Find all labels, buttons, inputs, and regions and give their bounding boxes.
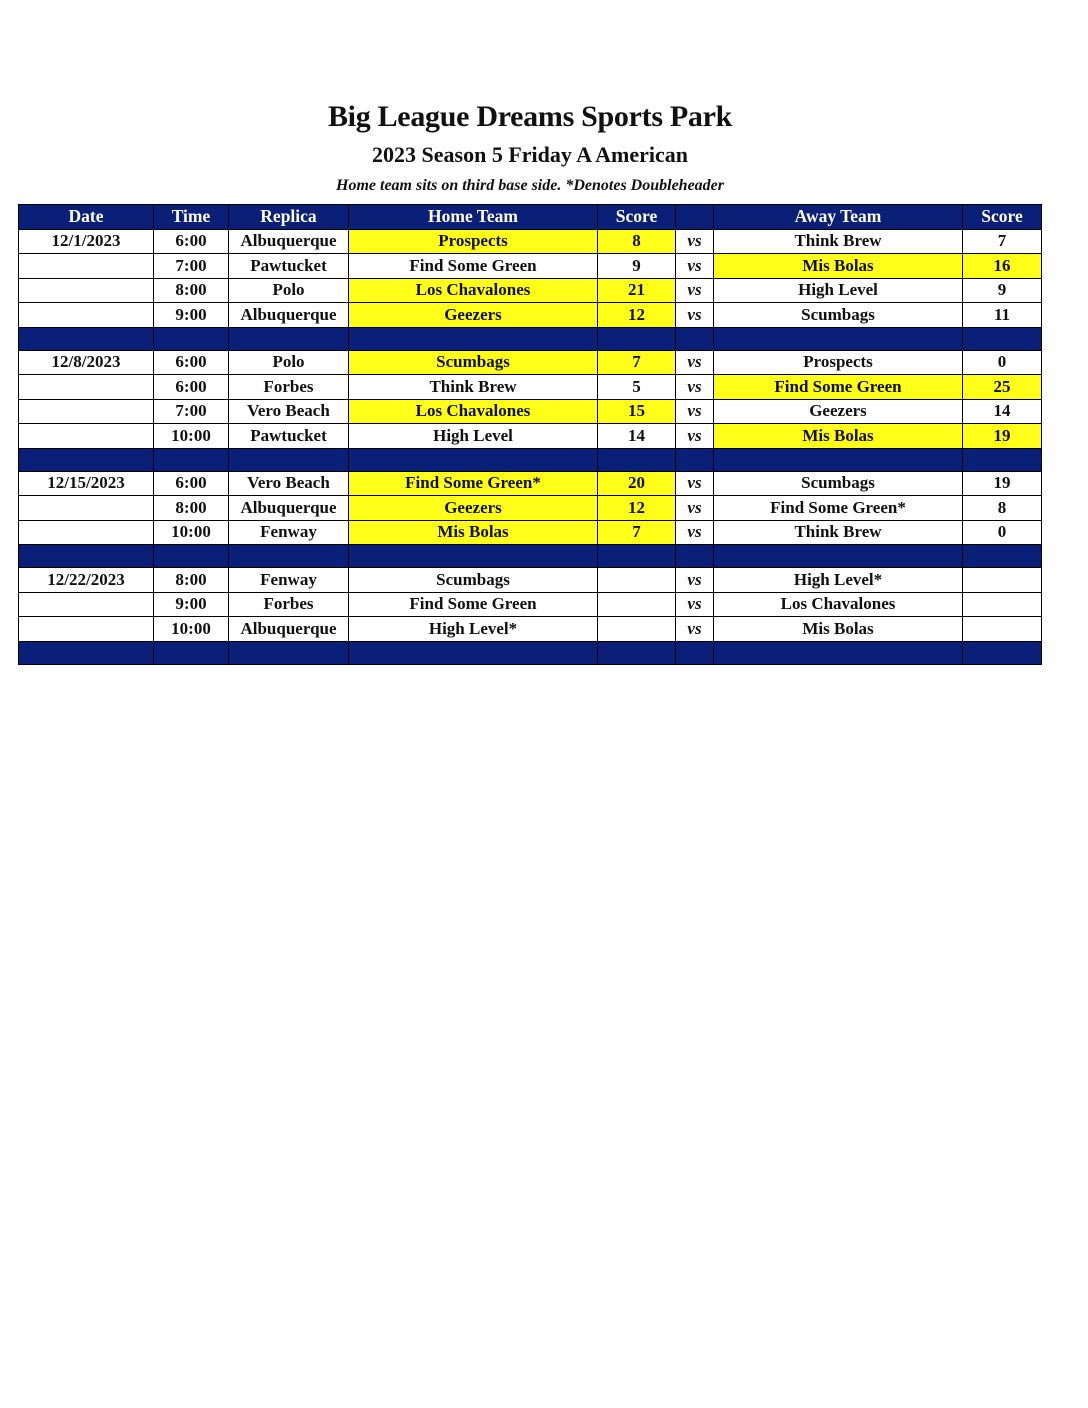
home-team-cell: Scumbags xyxy=(349,350,598,375)
separator-cell xyxy=(349,641,598,664)
home-team-cell: Geezers xyxy=(349,496,598,521)
vs-cell: vs xyxy=(676,617,714,642)
table-row xyxy=(19,424,1042,449)
vs-cell: vs xyxy=(676,278,714,303)
home-team-cell: Find Some Green xyxy=(349,592,598,617)
separator-cell xyxy=(154,641,229,664)
table-row xyxy=(19,229,1042,254)
away-score-cell: 14 xyxy=(963,399,1042,424)
vs-cell: vs xyxy=(676,254,714,279)
date-cell xyxy=(19,303,154,328)
separator-cell xyxy=(714,641,963,664)
date-cell: 12/8/2023 xyxy=(19,350,154,375)
away-score-cell xyxy=(963,568,1042,593)
away-team-cell: Think Brew xyxy=(714,229,963,254)
table-row xyxy=(19,278,1042,303)
date-cell: 12/22/2023 xyxy=(19,568,154,593)
table-row xyxy=(19,617,1042,642)
separator-cell xyxy=(714,327,963,350)
separator-cell xyxy=(598,327,676,350)
week-separator-row xyxy=(19,448,1042,471)
home-team-cell: Geezers xyxy=(349,303,598,328)
home-score-cell: 14 xyxy=(598,424,676,449)
vs-cell: vs xyxy=(676,229,714,254)
separator-cell xyxy=(963,641,1042,664)
separator-cell xyxy=(229,641,349,664)
away-team-cell: Think Brew xyxy=(714,520,963,545)
column-header-home-score: Score xyxy=(598,205,676,230)
date-cell xyxy=(19,496,154,521)
table-row xyxy=(19,350,1042,375)
away-team-cell: High Level xyxy=(714,278,963,303)
vs-cell: vs xyxy=(676,471,714,496)
date-cell xyxy=(19,617,154,642)
separator-cell xyxy=(19,448,154,471)
away-score-cell: 19 xyxy=(963,471,1042,496)
time-cell: 10:00 xyxy=(154,424,229,449)
time-cell: 10:00 xyxy=(154,617,229,642)
date-cell: 12/15/2023 xyxy=(19,471,154,496)
time-cell: 6:00 xyxy=(154,375,229,400)
vs-cell: vs xyxy=(676,375,714,400)
time-cell: 7:00 xyxy=(154,254,229,279)
table-row xyxy=(19,496,1042,521)
separator-cell xyxy=(154,327,229,350)
date-cell xyxy=(19,424,154,449)
date-cell xyxy=(19,254,154,279)
date-cell xyxy=(19,278,154,303)
home-team-cell: Find Some Green* xyxy=(349,471,598,496)
replica-cell: Fenway xyxy=(229,520,349,545)
vs-cell: vs xyxy=(676,520,714,545)
separator-cell xyxy=(154,545,229,568)
away-team-cell: Mis Bolas xyxy=(714,617,963,642)
separator-cell xyxy=(714,448,963,471)
vs-cell: vs xyxy=(676,496,714,521)
replica-cell: Pawtucket xyxy=(229,254,349,279)
home-score-cell xyxy=(598,617,676,642)
separator-cell xyxy=(598,641,676,664)
separator-cell xyxy=(19,641,154,664)
separator-cell xyxy=(714,545,963,568)
replica-cell: Albuquerque xyxy=(229,496,349,521)
separator-cell xyxy=(598,545,676,568)
separator-cell xyxy=(676,545,714,568)
away-team-cell: Mis Bolas xyxy=(714,254,963,279)
home-team-cell: Prospects xyxy=(349,229,598,254)
time-cell: 8:00 xyxy=(154,568,229,593)
away-team-cell: Geezers xyxy=(714,399,963,424)
column-header-date: Date xyxy=(19,205,154,230)
away-score-cell: 8 xyxy=(963,496,1042,521)
column-header-time: Time xyxy=(154,205,229,230)
column-header-away-team: Away Team xyxy=(714,205,963,230)
home-score-cell: 20 xyxy=(598,471,676,496)
time-cell: 8:00 xyxy=(154,496,229,521)
date-cell xyxy=(19,375,154,400)
away-team-cell: Prospects xyxy=(714,350,963,375)
separator-cell xyxy=(676,641,714,664)
home-score-cell xyxy=(598,568,676,593)
away-score-cell: 25 xyxy=(963,375,1042,400)
away-team-cell: Scumbags xyxy=(714,471,963,496)
column-header-vs xyxy=(676,205,714,230)
separator-cell xyxy=(676,327,714,350)
table-row xyxy=(19,520,1042,545)
week-separator-row xyxy=(19,327,1042,350)
away-score-cell: 16 xyxy=(963,254,1042,279)
separator-cell xyxy=(349,327,598,350)
separator-cell xyxy=(229,448,349,471)
home-team-cell: Find Some Green xyxy=(349,254,598,279)
home-team-cell: High Level xyxy=(349,424,598,449)
separator-cell xyxy=(154,448,229,471)
replica-cell: Albuquerque xyxy=(229,303,349,328)
away-score-cell: 0 xyxy=(963,520,1042,545)
time-cell: 6:00 xyxy=(154,350,229,375)
schedule-table xyxy=(18,204,1042,665)
date-cell: 12/1/2023 xyxy=(19,229,154,254)
separator-cell xyxy=(598,448,676,471)
home-score-cell: 15 xyxy=(598,399,676,424)
home-score-cell: 12 xyxy=(598,496,676,521)
separator-cell xyxy=(229,545,349,568)
separator-cell xyxy=(349,448,598,471)
home-score-cell xyxy=(598,592,676,617)
table-row xyxy=(19,592,1042,617)
replica-cell: Vero Beach xyxy=(229,399,349,424)
home-team-cell: Scumbags xyxy=(349,568,598,593)
week-separator-row xyxy=(19,641,1042,664)
table-row xyxy=(19,568,1042,593)
replica-cell: Fenway xyxy=(229,568,349,593)
table-row xyxy=(19,399,1042,424)
home-team-cell: Mis Bolas xyxy=(349,520,598,545)
away-team-cell: Los Chavalones xyxy=(714,592,963,617)
away-score-cell: 11 xyxy=(963,303,1042,328)
away-score-cell xyxy=(963,592,1042,617)
home-score-cell: 9 xyxy=(598,254,676,279)
table-header-row xyxy=(19,205,1042,230)
schedule-body xyxy=(19,229,1042,664)
time-cell: 6:00 xyxy=(154,229,229,254)
page-title: Big League Dreams Sports Park xyxy=(327,100,733,133)
column-header-home-team: Home Team xyxy=(349,205,598,230)
week-separator-row xyxy=(19,545,1042,568)
table-row xyxy=(19,254,1042,279)
separator-cell xyxy=(19,327,154,350)
replica-cell: Forbes xyxy=(229,375,349,400)
away-team-cell: High Level* xyxy=(714,568,963,593)
date-cell xyxy=(19,399,154,424)
column-header-away-score: Score xyxy=(963,205,1042,230)
vs-cell: vs xyxy=(676,399,714,424)
separator-cell xyxy=(676,448,714,471)
vs-cell: vs xyxy=(676,350,714,375)
separator-cell xyxy=(963,327,1042,350)
vs-cell: vs xyxy=(676,303,714,328)
time-cell: 9:00 xyxy=(154,303,229,328)
page-subtitle: 2023 Season 5 Friday A American xyxy=(372,142,688,167)
home-team-cell: Think Brew xyxy=(349,375,598,400)
separator-cell xyxy=(963,545,1042,568)
away-score-cell xyxy=(963,617,1042,642)
separator-cell xyxy=(963,448,1042,471)
time-cell: 6:00 xyxy=(154,471,229,496)
replica-cell: Polo xyxy=(229,278,349,303)
separator-cell xyxy=(349,545,598,568)
table-row xyxy=(19,303,1042,328)
vs-cell: vs xyxy=(676,424,714,449)
home-score-cell: 21 xyxy=(598,278,676,303)
replica-cell: Albuquerque xyxy=(229,617,349,642)
home-score-cell: 7 xyxy=(598,520,676,545)
time-cell: 10:00 xyxy=(154,520,229,545)
home-score-cell: 8 xyxy=(598,229,676,254)
table-row xyxy=(19,471,1042,496)
home-team-cell: High Level* xyxy=(349,617,598,642)
home-team-cell: Los Chavalones xyxy=(349,399,598,424)
away-team-cell: Mis Bolas xyxy=(714,424,963,449)
home-score-cell: 5 xyxy=(598,375,676,400)
replica-cell: Forbes xyxy=(229,592,349,617)
away-score-cell: 0 xyxy=(963,350,1042,375)
replica-cell: Albuquerque xyxy=(229,229,349,254)
vs-cell: vs xyxy=(676,568,714,593)
separator-cell xyxy=(19,545,154,568)
vs-cell: vs xyxy=(676,592,714,617)
time-cell: 9:00 xyxy=(154,592,229,617)
time-cell: 7:00 xyxy=(154,399,229,424)
table-row xyxy=(19,375,1042,400)
home-score-cell: 12 xyxy=(598,303,676,328)
date-cell xyxy=(19,520,154,545)
away-team-cell: Find Some Green* xyxy=(714,496,963,521)
replica-cell: Polo xyxy=(229,350,349,375)
away-score-cell: 9 xyxy=(963,278,1042,303)
away-team-cell: Find Some Green xyxy=(714,375,963,400)
separator-cell xyxy=(229,327,349,350)
away-team-cell: Scumbags xyxy=(714,303,963,328)
home-team-cell: Los Chavalones xyxy=(349,278,598,303)
replica-cell: Vero Beach xyxy=(229,471,349,496)
schedule-note: Home team sits on third base side. *Denotes Doubleheader xyxy=(336,177,724,194)
away-score-cell: 19 xyxy=(963,424,1042,449)
date-cell xyxy=(19,592,154,617)
column-header-replica: Replica xyxy=(229,205,349,230)
away-score-cell: 7 xyxy=(963,229,1042,254)
time-cell: 8:00 xyxy=(154,278,229,303)
replica-cell: Pawtucket xyxy=(229,424,349,449)
home-score-cell: 7 xyxy=(598,350,676,375)
